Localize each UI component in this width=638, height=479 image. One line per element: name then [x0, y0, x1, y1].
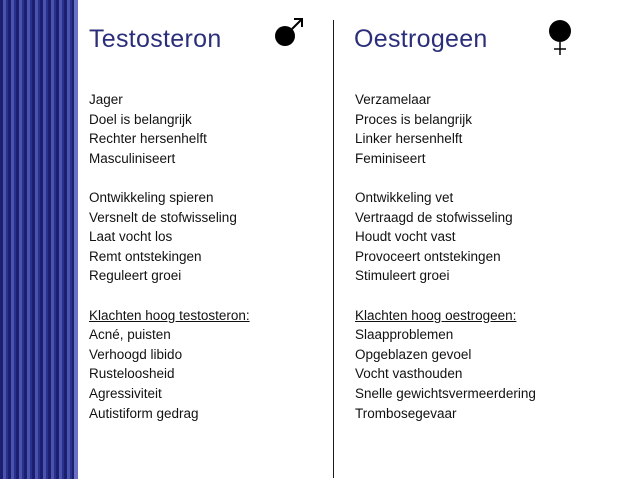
list-spacer — [355, 286, 536, 306]
list-item: Jager — [89, 92, 123, 107]
list-spacer — [355, 168, 536, 188]
testosteron-list — [89, 90, 250, 423]
list-item: Vocht vasthouden — [355, 366, 463, 382]
list-item: Acné, puisten — [89, 327, 171, 343]
list-item: Ontwikkeling spieren — [89, 189, 214, 205]
list-item: Remt ontstekingen — [89, 248, 202, 264]
list-item: Feminiseert — [355, 150, 426, 166]
list-item: Doel is belangrijk — [89, 111, 192, 127]
list-item: Autistiform gedrag — [89, 405, 199, 421]
list-item: Verhoogd libido — [89, 346, 183, 362]
list-item: Trombosegevaar — [355, 405, 457, 421]
oestrogeen-list — [355, 90, 536, 423]
decorative-stripe-bar — [0, 0, 78, 479]
oestrogeen-heading: Oestrogeen — [354, 25, 488, 53]
list-item: Reguleert groei — [89, 268, 182, 284]
list-item: Laat vocht los — [89, 229, 173, 245]
list-item: Versnelt de stofwisseling — [89, 209, 237, 225]
list-item: Proces is belangrijk — [355, 111, 473, 127]
column-divider — [333, 20, 334, 478]
complaints-header: Klachten hoog testosteron: — [89, 307, 250, 323]
list-item: Rusteloosheid — [89, 366, 175, 382]
list-item: Opgeblazen gevoel — [355, 346, 472, 362]
list-item: Linker hersenhelft — [355, 131, 463, 147]
testosteron-heading: Testosteron — [89, 25, 222, 53]
complaints-header: Klachten hoog oestrogeen: — [355, 307, 517, 323]
list-item: Vertraagd de stofwisseling — [355, 209, 513, 225]
stripe-edge — [74, 0, 78, 479]
list-item: Slaapproblemen — [355, 327, 454, 343]
list-item: Ontwikkeling vet — [355, 189, 454, 205]
female-symbol-icon — [543, 18, 577, 58]
list-item: Masculiniseert — [89, 150, 176, 166]
male-symbol-icon — [272, 15, 306, 49]
list-item: Snelle gewichtsvermeerdering — [355, 385, 536, 401]
list-spacer — [89, 168, 250, 188]
list-item: Rechter hersenhelft — [89, 131, 207, 147]
list-item: Provoceert ontstekingen — [355, 248, 501, 264]
list-item: Verzamelaar — [355, 92, 431, 107]
list-item: Houdt vocht vast — [355, 229, 456, 245]
list-item: Stimuleert groei — [355, 268, 450, 284]
list-item: Agressiviteit — [89, 385, 162, 401]
list-spacer — [89, 286, 250, 306]
